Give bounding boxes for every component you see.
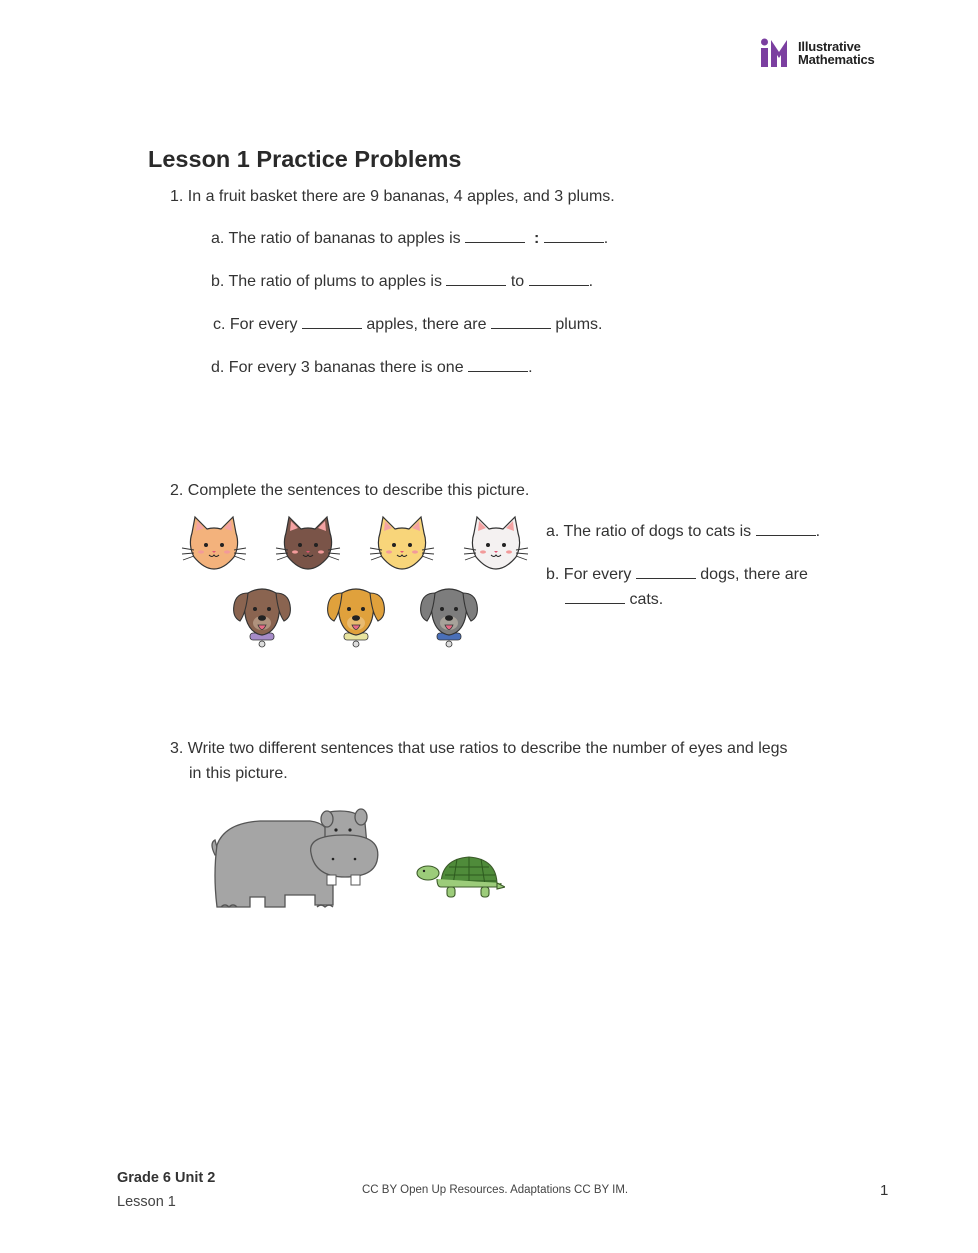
- part-text: The ratio of bananas to apples is: [228, 230, 461, 247]
- part-text: The ratio of plums to apples is: [228, 273, 442, 290]
- part-end: cats.: [629, 591, 664, 608]
- footer-lesson: Lesson 1: [117, 1194, 176, 1210]
- part-text: For every: [229, 316, 298, 333]
- part-label: b.: [211, 273, 225, 290]
- part-text: For every 3 bananas there is one: [228, 359, 464, 376]
- answer-blank[interactable]: [529, 271, 589, 286]
- answer-blank[interactable]: [756, 521, 816, 536]
- cat-yellow: [370, 517, 434, 569]
- problem-3: [170, 736, 788, 786]
- part-end: .: [603, 230, 609, 247]
- logo-line-1: Illustrative: [798, 39, 861, 54]
- part-end: plums.: [555, 316, 603, 333]
- problem-text-line-1: Write two different sentences that use ratios to describe the number of eyes and legs: [187, 740, 788, 757]
- part-label: b.: [546, 566, 560, 583]
- problem-1d: [211, 357, 533, 379]
- part-sep: to: [510, 273, 525, 290]
- ratio-colon: :: [534, 230, 540, 247]
- part-label: c.: [213, 316, 226, 333]
- problem-text-line-2: in this picture.: [189, 765, 288, 782]
- part-mid: dogs, there are: [700, 566, 808, 583]
- problem-1b: [211, 271, 593, 293]
- problem-text: Complete the sentences to describe this picture.: [187, 482, 530, 499]
- dog-gray: [421, 589, 478, 647]
- answer-blank[interactable]: [565, 589, 625, 604]
- problem-text: In a fruit basket there are 9 bananas, 4 apples, and 3 plums.: [187, 188, 615, 205]
- answer-blank[interactable]: [636, 564, 696, 579]
- part-end: .: [528, 359, 533, 376]
- problem-2: [170, 478, 529, 503]
- problem-number: 1.: [170, 188, 184, 205]
- answer-blank[interactable]: [491, 314, 551, 329]
- part-text: The ratio of dogs to cats is: [563, 523, 752, 540]
- footer-license: CC BY Open Up Resources. Adaptations CC BY IM.: [362, 1184, 629, 1196]
- part-label: a.: [211, 230, 225, 247]
- cat-brown: [276, 517, 340, 569]
- cats-dogs-illustration: [180, 515, 530, 655]
- page-number: 1: [880, 1182, 889, 1199]
- cat-white: [464, 517, 528, 569]
- part-text: For every: [563, 566, 632, 583]
- problem-2b: [546, 564, 846, 611]
- hippo-turtle-illustration: [205, 805, 505, 915]
- footer-grade: Grade 6 Unit 2: [117, 1170, 216, 1186]
- problem-1c: [213, 314, 603, 336]
- problem-1a: [211, 228, 608, 250]
- problem-2a: [546, 521, 820, 543]
- part-end: .: [588, 273, 594, 290]
- answer-blank[interactable]: [465, 228, 525, 243]
- hippo: [212, 809, 378, 907]
- problem-number: 2.: [170, 482, 184, 499]
- part-label: a.: [546, 523, 560, 540]
- answer-blank[interactable]: [544, 228, 604, 243]
- answer-blank[interactable]: [302, 314, 362, 329]
- im-logo: [760, 38, 875, 68]
- page-title: Lesson 1 Practice Problems: [148, 146, 462, 172]
- answer-blank[interactable]: [468, 357, 528, 372]
- problem-number: 3.: [170, 740, 184, 757]
- part-end: .: [815, 523, 821, 540]
- problem-1: [170, 184, 615, 209]
- dog-orange: [328, 589, 385, 647]
- dog-brown: [234, 589, 291, 647]
- im-logo-icon: [760, 38, 792, 68]
- part-mid: apples, there are: [366, 316, 487, 333]
- logo-text: [798, 40, 875, 66]
- part-label: d.: [211, 359, 225, 376]
- cat-orange: [182, 517, 246, 569]
- answer-blank[interactable]: [446, 271, 506, 286]
- logo-line-2: Mathematics: [798, 52, 875, 67]
- turtle: [417, 857, 505, 897]
